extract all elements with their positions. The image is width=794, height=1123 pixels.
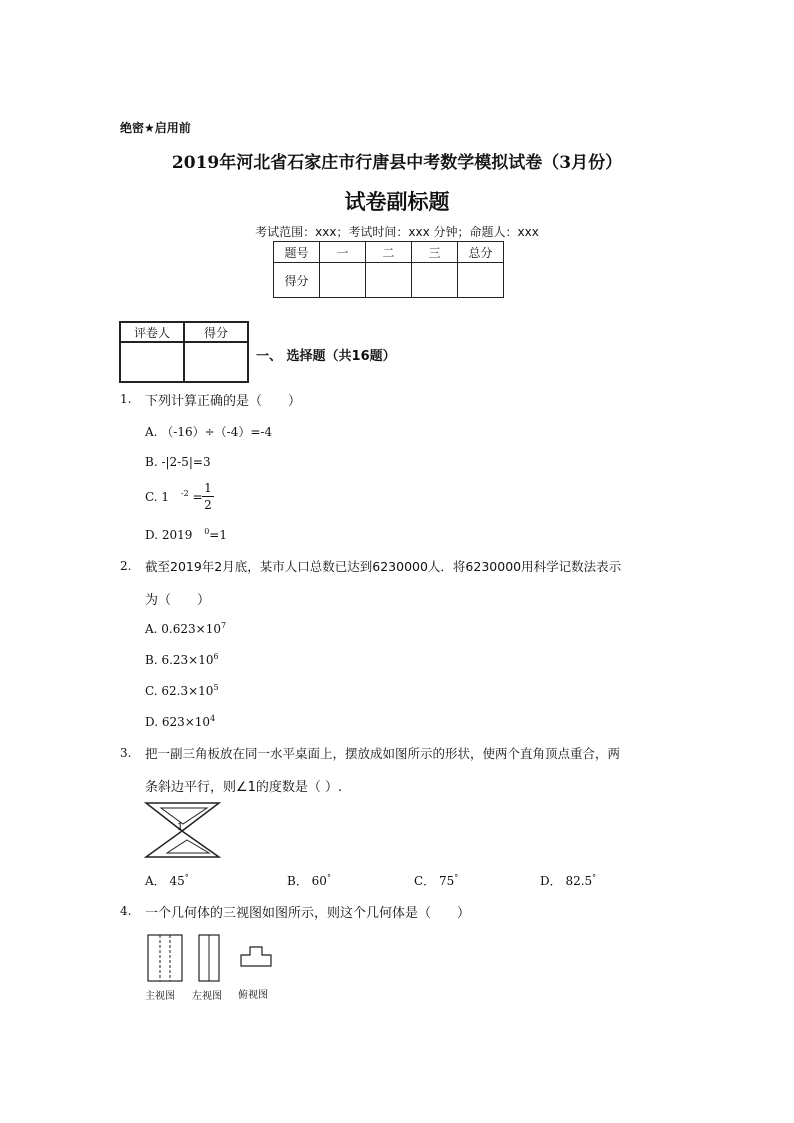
option-d-result: =1 [209,528,227,542]
option-d [540,872,596,889]
option-d [145,527,227,542]
question-text-cont: 条斜边平行，则∠1的度数是（ ）. [145,780,343,795]
option-c-equals: = [192,490,203,504]
question-text-cont: 为（ ） [145,593,211,608]
section-title: 一、 选择题（共16题） [256,349,396,364]
grader-table [119,321,249,383]
option-base: C. 62.3×10 [145,684,214,698]
option-b [287,872,331,889]
score-header-cell: 题号 [274,242,320,263]
score-header-cell: 一 [320,242,366,263]
option-letter: B． [287,874,308,888]
exam-title: 2019年河北省石家庄市行唐县中考数学模拟试卷（3月份） [171,153,623,173]
option-c [414,872,458,889]
exam-subtitle: 试卷副标题 [344,190,450,214]
option-d-exponent: 0 [204,527,210,536]
fraction [202,481,214,512]
option-b: B. -|2-5|=3 [145,455,211,469]
option-exponent: 4 [210,714,216,723]
option-d-base: D. 2019 [145,528,193,542]
option-d [145,714,215,729]
score-cell [458,263,504,298]
option-value: 60 [311,874,327,888]
option-value: 82.5 [565,874,593,888]
fraction-numerator: 1 [204,481,212,495]
front-view-figure [147,934,183,982]
score-header-cell: 二 [366,242,412,263]
upper-triangle-inner [161,808,207,824]
fraction-denominator: 2 [204,498,212,512]
exam-info: 考试范围：xxx；考试时间：xxx 分钟；命题人：xxx [255,225,539,239]
question-text: 截至2019年2月底，某市人口总数已达到6230000人．将6230000用科学记数法表示 [145,559,622,574]
question-number: 2. [120,559,132,573]
score-cell [366,263,412,298]
view-label-front: 主视图 [145,991,175,1002]
question-number: 1. [120,392,132,406]
option-base: D. 623×10 [145,715,211,729]
score-row-label: 得分 [274,263,320,298]
option-base: B. 6.23×10 [145,653,214,667]
lower-triangle-inner [167,840,209,853]
fraction-bar [202,496,214,497]
confidential-label: 绝密★启用前 [120,121,191,135]
option-value: 45 [169,874,185,888]
question-number: 3. [120,746,132,760]
grader-cell [120,342,184,382]
option-base: A. 0.623×10 [145,622,221,636]
view-label-top: 俯视图 [238,990,268,1001]
grader-header-cell: 得分 [184,322,248,342]
option-exponent: 5 [213,683,219,692]
option-a [145,621,226,636]
option-c [145,683,219,698]
degree-mark: ° [326,873,331,882]
score-cell [320,263,366,298]
question-text: 下列计算正确的是（ ） [145,394,302,409]
score-table [273,241,504,298]
option-letter: D． [540,874,562,888]
option-b [145,652,219,667]
option-a: A. （-16）÷（-4）=-4 [145,425,273,439]
degree-mark: ° [454,873,459,882]
question-text: 一个几何体的三视图如图所示，则这个几何体是（ ） [145,906,471,921]
score-header-cell: 总分 [458,242,504,263]
degree-mark: ° [184,873,189,882]
question-number: 4. [120,904,132,918]
option-exponent: 7 [220,621,227,630]
score-header-cell: 三 [412,242,458,263]
option-c [145,489,203,504]
view-label-side: 左视图 [192,991,222,1002]
score-cell [412,263,458,298]
degree-mark: ° [592,873,597,882]
top-view-figure [240,946,272,968]
side-view-figure [198,934,220,982]
option-a [145,872,189,889]
grader-header-cell: 评卷人 [120,322,184,342]
option-c-base: C. 1 [145,490,170,504]
angle-label: 1 [177,822,184,833]
option-letter: A． [145,874,166,888]
option-exponent: 6 [213,652,219,661]
option-value: 75 [439,874,455,888]
triangle-rulers-figure [143,800,223,860]
question-text: 把一副三角板放在同一水平桌面上，摆放成如图所示的形状，使两个直角顶点重合，两 [145,746,621,761]
option-letter: C． [414,874,436,888]
grader-cell [184,342,248,382]
option-c-exponent: -2 [180,489,189,498]
